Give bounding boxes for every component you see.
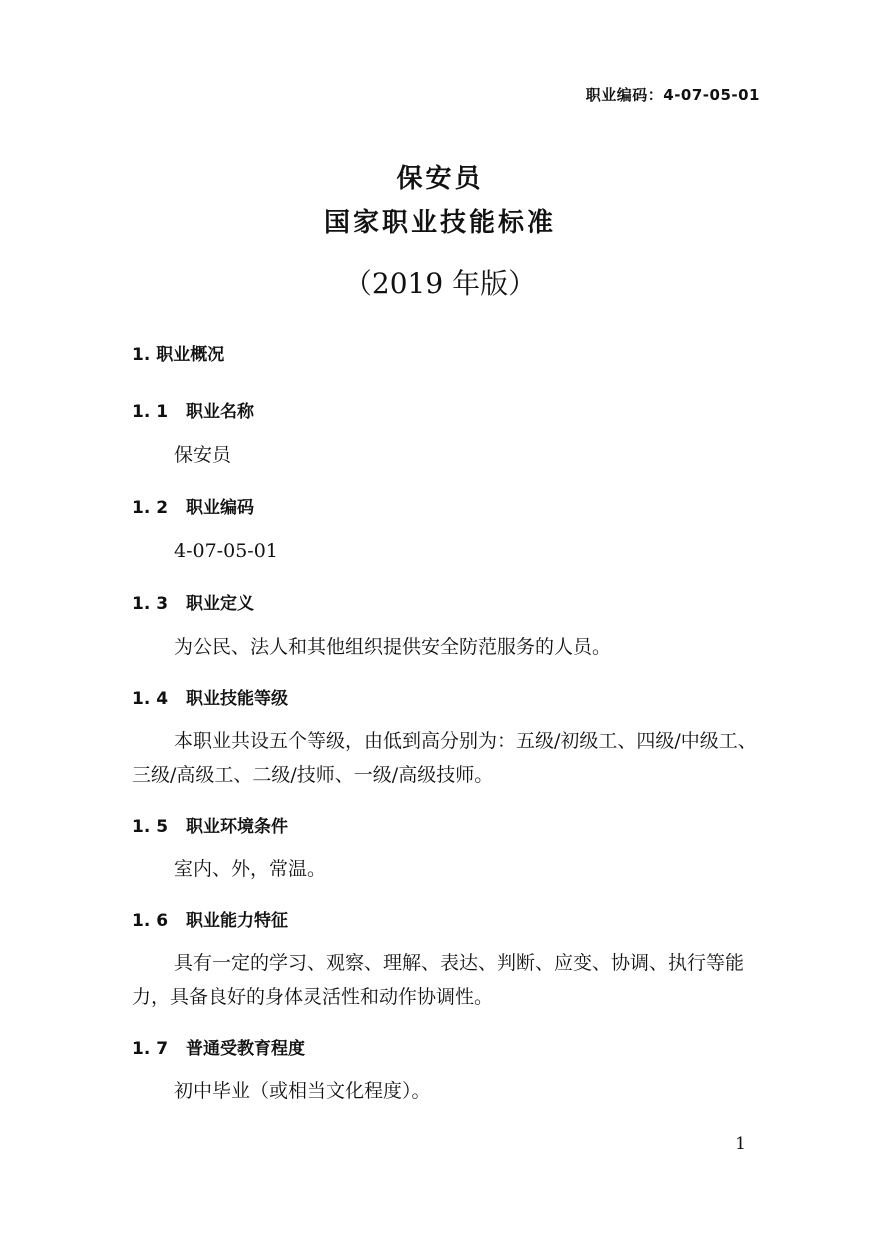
subsection-title: 职业技能等级: [186, 689, 288, 709]
subsection-number: 1. 3: [132, 594, 169, 614]
subsection-heading: [132, 812, 288, 837]
document-title-line1: 保安员: [396, 164, 484, 194]
subsection-title: 职业名称: [186, 402, 254, 422]
subsection-number: 1. 2: [132, 498, 169, 518]
page-number: 1: [735, 1134, 746, 1154]
subsection-text: 初中毕业（或相当文化程度）。: [174, 1080, 431, 1102]
subsection-text: 本职业共设五个等级，由低到高分别为：五级/初级工、四级/中级工、三级/高级工、二级/技师、一级/高级技师。: [132, 730, 757, 786]
subsection-number: 1. 4: [132, 689, 169, 709]
subsection-heading: [132, 1034, 305, 1059]
subsection-title: 普通受教育程度: [186, 1039, 305, 1059]
section-heading-1: 1. 职业概况: [132, 345, 225, 365]
subsection-text: 为公民、法人和其他组织提供安全防范服务的人员。: [174, 636, 612, 658]
subsection-number: 1. 6: [132, 911, 169, 931]
document-title-line2: 国家职业技能标准: [323, 208, 556, 238]
subsection-heading: [132, 684, 288, 709]
subsection-heading: [132, 906, 288, 931]
subsection-heading: [132, 589, 254, 614]
occupation-code-header: 职业编码：4-07-05-01: [585, 86, 760, 104]
document-edition: （2019 年版）: [343, 267, 537, 300]
subsection-text: 4-07-05-01: [174, 540, 278, 562]
subsection-title: 职业定义: [186, 594, 254, 614]
subsection-text: 具有一定的学习、观察、理解、表达、判断、应变、协调、执行等能力，具备良好的身体灵活性和动作协调性。: [132, 952, 745, 1008]
subsection-number: 1. 1: [132, 402, 169, 422]
subsection-title: 职业编码: [186, 498, 254, 518]
subsection-text: 室内、外，常温。: [174, 858, 327, 880]
subsection-number: 1. 5: [132, 817, 169, 837]
subsection-heading: [132, 397, 254, 422]
subsection-heading: [132, 493, 254, 518]
subsection-title: 职业能力特征: [186, 911, 288, 931]
subsection-number: 1. 7: [132, 1039, 169, 1059]
subsection-title: 职业环境条件: [186, 817, 288, 837]
subsection-text: 保安员: [174, 444, 232, 466]
